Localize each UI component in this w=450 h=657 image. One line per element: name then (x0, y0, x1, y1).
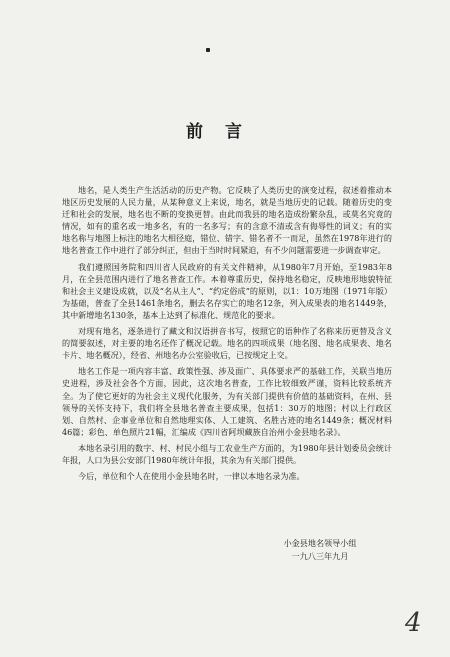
paragraph: 地名工作是一项内容丰富、政策性强、涉及面广、具体要求严的基础工作，关联当地历史进程，涉及社会各个方面，因此，这次地名普查，工作比较细致严谨，资料比较系统齐全。为了使它更好的为社会主义现代化服务，为有关部门提供有价值的基础资料，在州、县领导的关怀支持下，我们将全县地名普查主要成果，包括1：30万的地图；村以上行政区划、自然村、企事业单位和自然地理实体、人工建筑、名胜古迹的地名1449条；概况材料46篇；彩色、单色照片21幅，汇编成《四川省阿坝藏族自治州小金县地名录》。 (62, 366, 392, 437)
signature-block (250, 537, 390, 563)
paragraph: 对现有地名，逐条进行了藏文和汉语拼音书写，按照它的语种作了名称来历更替及含义的简要叙述，对主要的地名还作了概况记载。地名的四项成果（地名图、地名成果表、地名卡片、地名概况），经省、州地名办公室验收后，已按规定上交。 (62, 326, 392, 361)
paragraph: 我们遵照国务院和四川省人民政府的有关文件精神，从1980年7月开始，至1983年8月，在全县范围内进行了地名普查工作。本着尊重历史，保持地名稳定，反映地形地貌特征和社会主义建设成就，以及“名从主人”、“约定俗成”的原则，以1：10万地图（1971年版）为基础，普查了全县1461条地名，删去名存实亡的地名12条，列入成果表的地名1449条，其中新增地名130条，基本上达到了标准化、规范化的要求。 (62, 261, 392, 320)
page-title: 前言 (186, 122, 264, 142)
preface-body (62, 184, 392, 486)
page-number: 4 (405, 608, 422, 638)
ink-speck (206, 48, 210, 52)
signature-date: 一九八三年九月 (291, 551, 349, 561)
paragraph: 今后，单位和个人在使用小金县地名时，一律以本地名录为准。 (78, 471, 305, 482)
paragraph: 本地名录引用的数字、村、村民小组与工农业生产方面的，为1980年县计划委员会统计年报，人口为县公安部门1980年统计年报，其余为有关部门提供。 (62, 442, 392, 465)
signature-org: 小金县地名领导小组 (283, 538, 357, 548)
paragraph: 地名，是人类生产生活活动的历史产物。它反映了人类历史的演变过程，叙述着推动本地区历史发展的人民力量，从某种意义上来说，地名，就是当地历史的记载。随着历史的变迁和社会的发展，地名也不断的变换更替。由此而我县的地名造成纷繁杂乱，或莫名究竟的情况，如有的重名或一地多名，有的一名多写；有的含意不清或含有侮辱性的词义；有的实地名称与地图上标注的地名大相径庭，错位、错字、错名者不一而足，虽然在1978年进行的地名普查工作中进行了部分纠正，但由于当时时间紧迫，有不少问题需要进一步调查审定。 (62, 185, 392, 256)
